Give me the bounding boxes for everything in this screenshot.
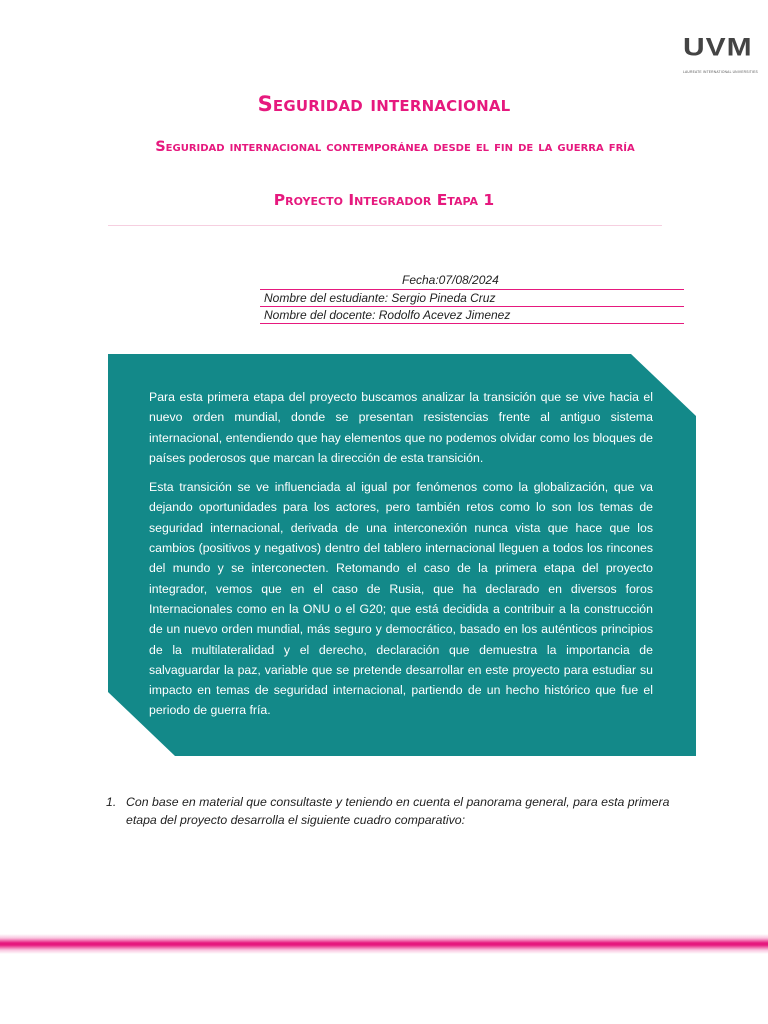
student-name-line: Nombre del estudiante: Sergio Pineda Cruz (260, 289, 684, 307)
logo-wordmark: UVM (683, 34, 753, 62)
project-stage-title: Proyecto Integrador Etapa 1 (273, 191, 495, 209)
header-divider (108, 225, 662, 226)
footer-accent-band (0, 934, 768, 954)
teacher-name-line: Nombre del docente: Rodolfo Acevez Jimenez (260, 307, 684, 324)
intro-paragraph-2: Esta transición se ve influenciada al igual por fenómenos como la globalización, que va dejando oportunidades para los actores, pero también retos como lo son los temas de seguridad internacional, derivada de una interconexión nunca vista que hace que los cambios (positivos y negativos) dentro del tablero internacional lleguen a todos los rincones del mundo y se interconecten. Retomando el caso de la primera etapa del proyecto integrador, vemos que en el caso de Rusia, que ha declarado en diversos foros Internacionales como en la ONU o el G20; que está decidida a contribuir a la construcción de un nuevo orden mundial, más seguro y democrático, basado en los auténticos principios de la multilateralidad y el derecho, declaración que demuestra la importancia de salvaguardar la paz, variable que se pretende desarrollar en este proyecto para estudiar su impacto en temas de seguridad internacional, partiendo de un hecho histórico que fue el periodo de guerra fría. (149, 480, 653, 718)
logo-tagline: LAUREATE INTERNATIONAL UNIVERSITIES (683, 70, 758, 74)
question-text: Con base en material que consultaste y teniendo en cuenta el panorama general, para esta primera etapa del proyecto desarrolla el siguiente cuadro comparativo: (126, 795, 670, 827)
question-number: 1. (106, 795, 117, 809)
document-title: Seguridad internacional (257, 92, 511, 116)
intro-panel-text (149, 387, 653, 730)
date-line: Fecha:07/08/2024 (402, 273, 499, 287)
intro-paragraph-1: Para esta primera etapa del proyecto buscamos analizar la transición que se vive hacia el nuevo orden mundial, donde se presentan resistencias frente al antiguo sistema internacional, entendiendo que hay elementos que no podemos olvidar como los bloques de países poderosos que marcan la dirección de esta transición. (149, 390, 653, 465)
document-subtitle: Seguridad internacional contemporánea desde el fin de la guerra fría (155, 139, 635, 155)
question-item (106, 793, 696, 829)
uvm-logo (683, 36, 763, 74)
